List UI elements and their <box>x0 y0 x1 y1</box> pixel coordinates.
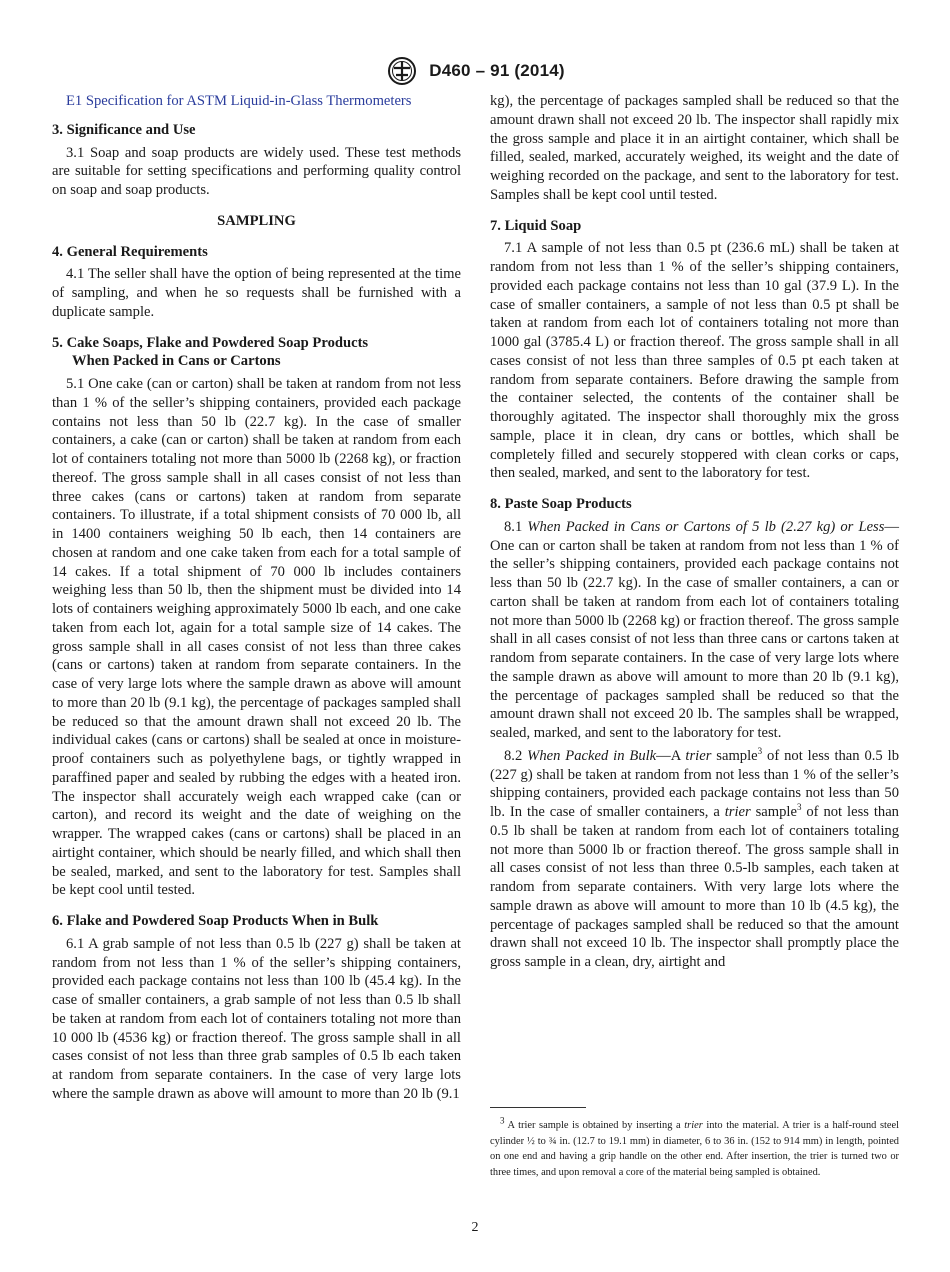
section-5-title <box>52 334 461 372</box>
reference-tag[interactable]: E1 <box>66 93 83 109</box>
footnote-marker: 3 <box>500 1115 505 1126</box>
reference-e1 <box>52 92 461 111</box>
sampling-heading: SAMPLING <box>217 212 296 229</box>
left-column <box>52 92 461 1104</box>
section-6-1-continued: kg), the percentage of packages sampled shall be reduced so that the amount drawn shall not exceed 20 lb. The inspector shall rapidly mix the gross sample and place it in an airtight container, which shall be filled, sealed, marked, accurately weighed, its weight and the date of weighing recorded on the package, and sent to the laboratory for test. Samples shall be kept cool until tested. <box>490 93 899 203</box>
section-8-1 <box>490 518 899 743</box>
right-column <box>490 92 899 972</box>
footnote-text-a: A trier sample is obtained by inserting a <box>504 1120 685 1131</box>
footnote-3 <box>490 1115 899 1180</box>
astm-logo <box>385 56 419 86</box>
section-8-1-number: 8.1 <box>504 518 523 535</box>
section-8-2-body-b: of not less than 0.5 lb shall be taken at random from each lot of containers totaling not more than 5000 lb or fraction thereof. The gross sample shall in all cases consist of not less than three 0.5-lb samples, each taken at random from separate containers. With very large lots where the sample drawn as above will amount to more than 10 lb (4.5 kg), the percentage of packages sampled shall be reduced so that the amount drawn shall not exceed 10 lb. The inspector shall promptly place the gross sample in a clean, dry, airtight and <box>490 804 899 970</box>
page-number: 2 <box>471 1220 479 1235</box>
section-3-title: 3. Significance and Use <box>52 121 196 138</box>
footnote-trier-term: trier <box>684 1120 703 1131</box>
section-5-title-line2: When Packed in Cans or Cartons <box>72 353 281 370</box>
section-5-title-line1: 5. Cake Soaps, Flake and Powdered Soap Products <box>52 334 369 351</box>
section-8-2-subtitle: When Packed in Bulk <box>527 747 657 764</box>
section-8-title: 8. Paste Soap Products <box>490 496 632 512</box>
sample-term: sample <box>750 804 797 820</box>
reference-title[interactable]: Specification for ASTM Liquid-in-Glass Thermometers <box>85 93 412 109</box>
footnote-ref-3[interactable]: 3 <box>796 802 802 813</box>
footnote-text-b: into the material. A trier is a half-round steel cylinder ½ to ¾ in. (12.7 to 19.1 mm) in diameter, 6 to 36 in. (152 to 914 mm) in length, pointed on one end and having a grip handle on the other end. After insertion, the trier is turned two or three times, and upon removal a core of the material being sampled is obtained. <box>490 1120 899 1178</box>
section-5-1: 5.1 One cake (can or carton) shall be taken at random from not less than 1 % of the seller’s shipping containers, provided each package contains not less than 50 lb (22.7 kg). In the case of smaller containers, a cake (can or carton) shall be taken at random from each lot of containers totaling not more than 5000 lb (2268 kg), or fraction thereof. The gross sample shall in all cases consist of not less than three cakes (cans or cartons) taken at random from separate containers. To illustrate, if a total shipment consists of 70 000 lb, all in 1400 containers weighing 50 lb each, then 14 containers are chosen at random and one cake taken from each for a total sample of 14 cakes. If a total shipment of 70 000 lb includes containers weighing less than 50 lb, then the shipment must be divided into 14 lots of containers weighing approximately 5000 lb each, and one cake taken from each lot, again for a total sample size of 14 cakes. The gross sample shall in all cases consist of not less than three cakes (cans or cartons) taken at random from separate containers. In the case of very large lots where the sample drawn as above will amount to more than 20 lb (9.1 kg), the percentage of packages sampled shall be reduced so that the amount drawn shall not exceed 20 lb. The individual cakes (cans or cartons) shall be sealed at once in moisture-proof containers such as polyethylene bags, or tightly wrapped in paraffined paper and sealed by rubbing the edges with a heated iron. The inspector shall accurately weigh each wrapped cake (can or carton), and record its weight and the date of weighing on the wrapper. The wrapped cakes (cans or cartons) shall be placed in an airtight container, which should be nearly filled, and which shall then be sealed, marked, and sent to the laboratory for test. Samples shall be kept cool until tested. <box>52 376 461 899</box>
document-designation: D460 – 91 (2014) <box>429 61 565 80</box>
section-8-2-body-a: of not less than 0.5 lb (227 g) shall be taken at random from not less than 1 % of the seller’s shipping containers, provided each package contains not less than 50 lb. In the case of smaller containers, a <box>490 747 899 820</box>
section-3-1: 3.1 Soap and soap products are widely used. These test methods are suitable for setting specifications and performing quality control on soap and soap products. <box>52 144 461 198</box>
section-8-1-body: —One can or carton shall be taken at random from not less than 1 % of the seller’s shipping containers, provided each package contains not less than 50 lb (22.7 kg). In the case of smaller containers, a can or carton shall be taken at random from each lot of containers totaling not more than 5000 lb (2268 kg) or fraction thereof. The gross sample shall in all cases consist of not less than three cans or cartons taken at random from separate containers. In the case of very large lots where the sample drawn as above will amount to more than 20 lb (9.1 kg), the percentage of packages sampled shall be reduced so that the amount drawn shall not exceed 20 lb. The samples shall be wrapped, sealed, marked, and sent to the laboratory for test. <box>490 518 899 741</box>
sample-term: sample <box>711 747 758 764</box>
trier-term: trier <box>724 804 751 820</box>
section-8-2 <box>490 747 899 972</box>
footnote-3-text <box>490 1115 899 1180</box>
footnote-ref-3[interactable]: 3 <box>757 745 763 756</box>
trier-term: trier <box>685 747 712 764</box>
section-7-1: 7.1 A sample of not less than 0.5 pt (236.6 mL) shall be taken at random from not less than 1 % of the seller’s shipping containers, provided each package contains not less than 10 gal (37.9 L). In the case of smaller containers, a sample of not less than 0.5 pt shall be taken at random from each lot of containers totaling not more than 1000 gal (3785.4 L) or fraction thereof. The gross sample shall in all cases consist of not less than three samples of 0.5 pt each taken at random from separate containers. Before drawing the sample from the container selected, the contents of the container shall be thoroughly agitated. The inspector shall thoroughly mix the gross sample, place it in clean, dry cans or bottles, which shall be completely filled and securely stoppered with clean corks or caps, then sealed, marked, and sent to the laboratory for test. <box>490 240 899 482</box>
section-8-2-number: 8.2 <box>504 747 523 764</box>
section-8-1-subtitle: When Packed in Cans or Cartons of 5 lb (2.27 kg) or Less <box>527 518 885 535</box>
section-4-title: 4. General Requirements <box>52 243 208 260</box>
section-6-title: 6. Flake and Powdered Soap Products When in Bulk <box>52 913 379 929</box>
section-8-2-dash: —A <box>656 747 686 764</box>
page-header <box>0 56 950 86</box>
section-4-1: 4.1 The seller shall have the option of being represented at the time of sampling, and when he so requests shall be furnished with a duplicate sample. <box>52 266 461 320</box>
section-6-1: 6.1 A grab sample of not less than 0.5 lb (227 g) shall be taken at random from not less than 1 % of the seller’s shipping containers, provided each package contains not less than 100 lb (45.4 kg). In the case of smaller containers, a grab sample of not less than 0.5 lb shall be taken at random from each lot of containers totaling not more than 10 000 lb (4536 kg) or fraction thereof. The gross sample shall in all cases consist of not less than three grab samples of 0.5 lb each taken at random from separate containers. In the case of very large lots where the sample drawn as above will amount to more than 20 lb (9.1 <box>52 935 461 1102</box>
section-7-title: 7. Liquid Soap <box>490 217 582 234</box>
footnote-divider <box>490 1107 586 1108</box>
